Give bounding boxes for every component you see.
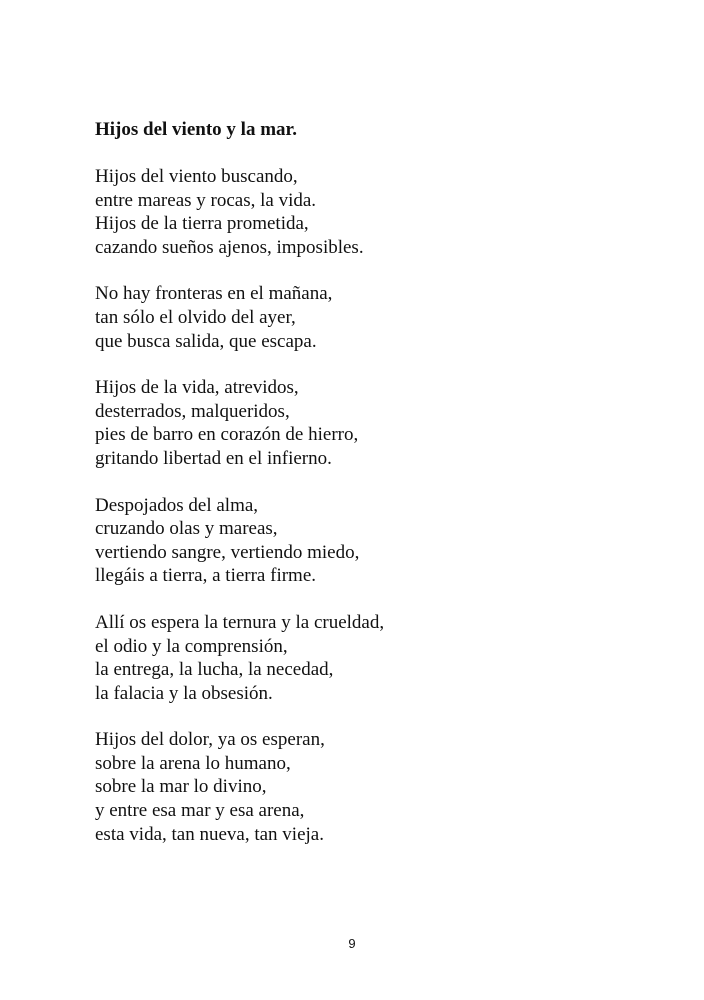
poem-line: desterrados, malqueridos,	[95, 400, 290, 422]
poem-line: entre mareas y rocas, la vida.	[95, 189, 317, 211]
poem-line: y entre esa mar y esa arena,	[95, 800, 305, 822]
stanza-5	[95, 611, 655, 705]
poem-line: Despojados del alma,	[95, 494, 259, 516]
stanza-2	[95, 282, 655, 353]
poem-line: la falacia y la obsesión.	[95, 682, 273, 704]
poem-line: No hay fronteras en el mañana,	[95, 283, 333, 305]
poem-line: el odio y la comprensión,	[95, 635, 288, 657]
poem-line: la entrega, la lucha, la necedad,	[95, 659, 334, 681]
poem-line: gritando libertad en el infierno.	[95, 447, 332, 469]
page-number: 9	[348, 936, 356, 951]
stanza-1	[95, 165, 655, 259]
stanza-4	[95, 494, 655, 588]
poem-line: sobre la mar lo divino,	[95, 776, 267, 798]
poem-line: sobre la arena lo humano,	[95, 752, 291, 774]
poem-line: vertiendo sangre, vertiendo miedo,	[95, 541, 360, 563]
stanza-6	[95, 728, 655, 846]
poem-line: Allí os espera la ternura y la crueldad,	[95, 611, 385, 633]
poem-line: Hijos del viento buscando,	[95, 166, 298, 187]
poem-line: tan sólo el olvido del ayer,	[95, 306, 296, 328]
poem-line: pies de barro en corazón de hierro,	[95, 424, 359, 446]
poem-line: Hijos del dolor, ya os esperan,	[95, 729, 325, 751]
poem	[95, 118, 655, 869]
poem-title: Hijos del viento y la mar.	[95, 119, 297, 140]
poem-line: esta vida, tan nueva, tan vieja.	[95, 823, 324, 845]
poem-line: que busca salida, que escapa.	[95, 330, 317, 352]
poem-line: cruzando olas y mareas,	[95, 518, 278, 540]
poem-line: Hijos de la tierra prometida,	[95, 213, 309, 235]
poem-line: Hijos de la vida, atrevidos,	[95, 377, 299, 399]
poem-line: llegáis a tierra, a tierra firme.	[95, 565, 317, 587]
poem-line: cazando sueños ajenos, imposibles.	[95, 236, 364, 258]
stanza-3	[95, 376, 655, 470]
